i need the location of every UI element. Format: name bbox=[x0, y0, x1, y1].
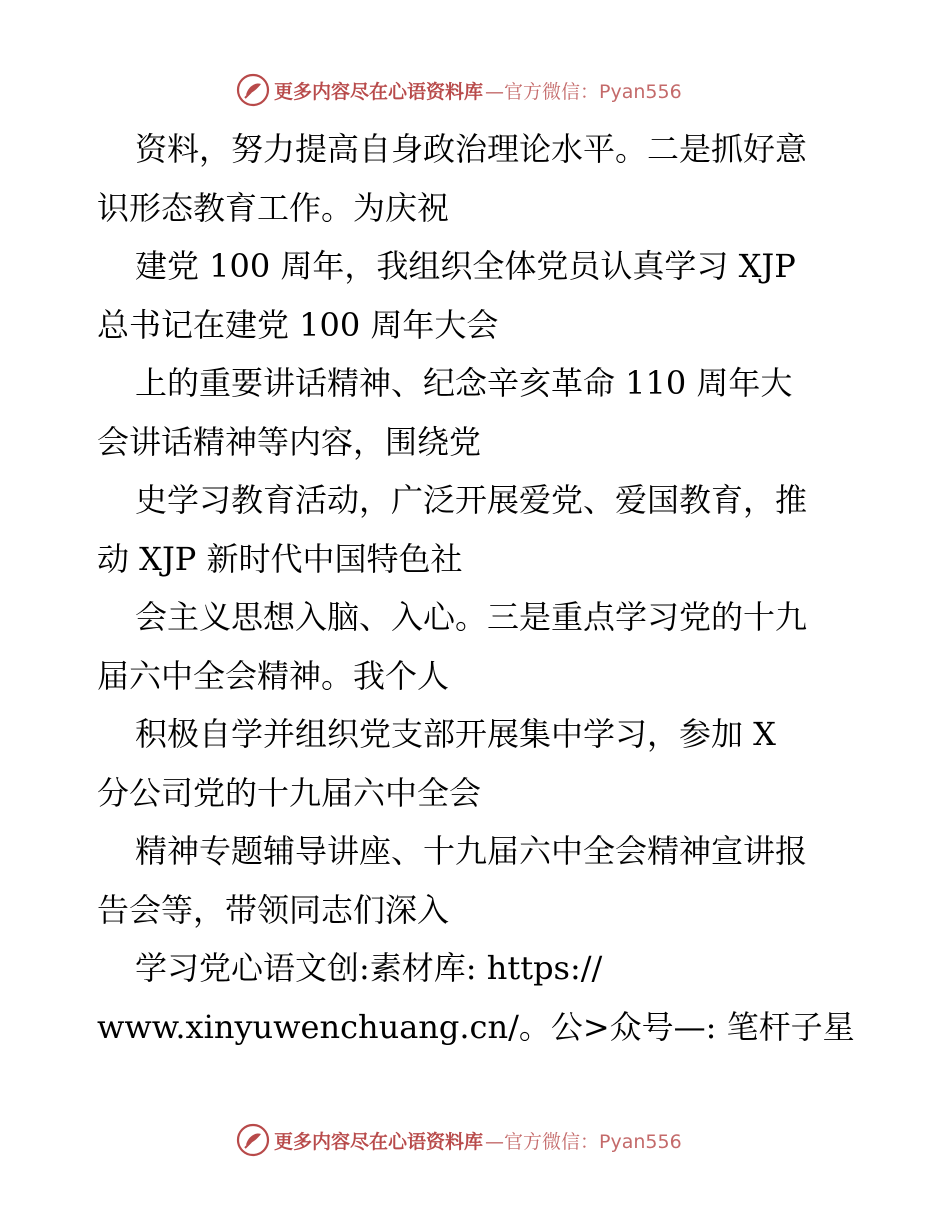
footer-watermark bbox=[236, 1122, 682, 1158]
paragraph-line: 动 XJP 新时代中国特色社 bbox=[97, 539, 463, 578]
logo-icon bbox=[236, 73, 270, 107]
footer-watermark-text: 更多内容尽在心语资料库 bbox=[274, 1130, 484, 1153]
paragraph-line: www.xinyuwenchuang.cn/。公>众号—: 笔杆子星 bbox=[97, 1007, 855, 1046]
paragraph-line: 会主义思想入脑、入心。三是重点学习党的十九 bbox=[135, 598, 808, 636]
paragraph-line: 资料，努力提高自身政治理论水平。二是抓好意 bbox=[135, 130, 808, 168]
logo-icon bbox=[236, 1123, 270, 1157]
paragraph-line: 积极自学并组织党支部开展集中学习，参加 X bbox=[135, 715, 776, 753]
header-watermark bbox=[236, 72, 682, 108]
paragraph-line: 届六中全会精神。我个人 bbox=[97, 656, 450, 695]
paragraph-line: 学习党心语文创:素材库: https:// bbox=[135, 949, 603, 987]
paragraph-line: 史学习教育活动，广泛开展爱党、爱国教育，推 bbox=[135, 481, 808, 519]
paragraph-line: 总书记在建党 100 周年大会 bbox=[97, 305, 499, 344]
footer-wechat-text: —官方微信：Pyan556 bbox=[485, 1130, 682, 1153]
paragraph-line: 告会等，带领同志们深入 bbox=[97, 890, 450, 929]
paragraph-line: 上的重要讲话精神、纪念辛亥革命 110 周年大 bbox=[135, 364, 793, 402]
header-watermark-text: 更多内容尽在心语资料库 bbox=[274, 80, 484, 103]
document-body bbox=[97, 120, 877, 1056]
header-wechat-text: —官方微信：Pyan556 bbox=[485, 80, 682, 103]
paragraph-line: 会讲话精神等内容，围绕党 bbox=[97, 422, 482, 461]
paragraph-line: 精神专题辅导讲座、十九届六中全会精神宣讲报 bbox=[135, 832, 808, 870]
paragraph-line: 分公司党的十九届六中全会 bbox=[97, 773, 482, 812]
paragraph-line: 识形态教育工作。为庆祝 bbox=[97, 188, 450, 227]
paragraph-line: 建党 100 周年，我组织全体党员认真学习 XJP bbox=[135, 247, 796, 285]
